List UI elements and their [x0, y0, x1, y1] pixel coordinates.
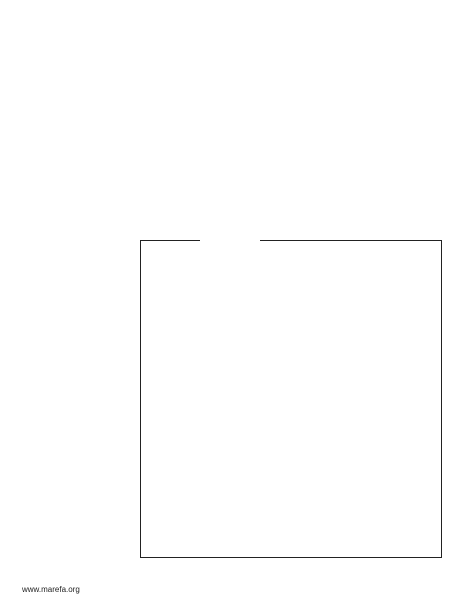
footer-url: www.marefa.org	[22, 585, 80, 594]
main-text-block	[22, 30, 443, 240]
commentary-text	[145, 245, 437, 553]
commentary-frame	[140, 240, 442, 558]
side-column-text	[22, 244, 134, 558]
page-number	[200, 228, 260, 242]
